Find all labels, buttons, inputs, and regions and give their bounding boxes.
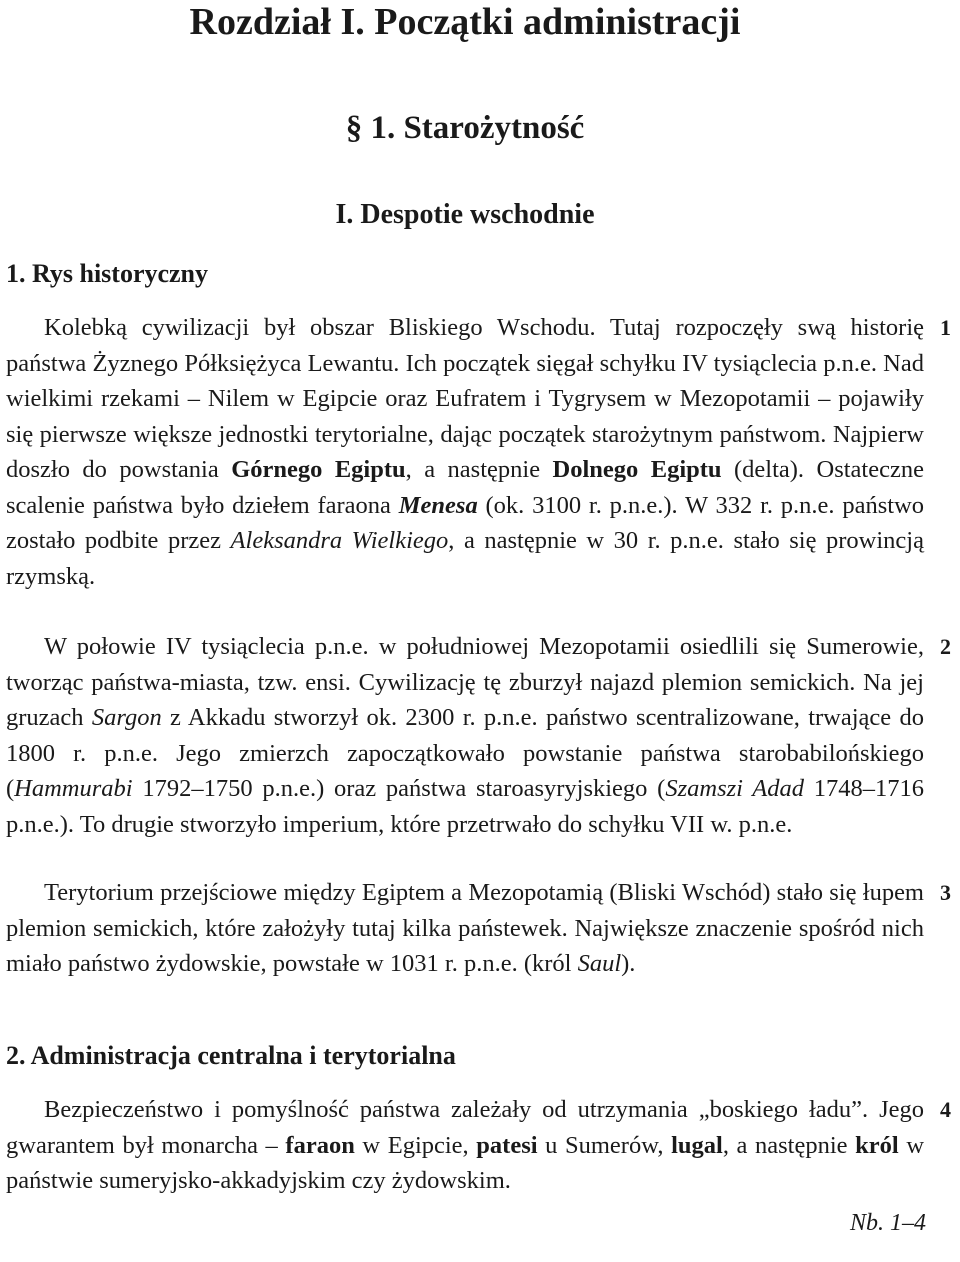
paragraph-3-text: ). <box>621 950 636 977</box>
paragraph-2 <box>6 629 924 842</box>
paragraph-1 <box>6 310 924 594</box>
margin-number-4: 4 <box>940 1097 951 1122</box>
paragraph-1-text: , a następnie w 30 r. p.n.e. stało się prowincją rzymską. <box>6 527 924 590</box>
name-sargon: Sargon <box>91 704 162 731</box>
subheading-rys-historyczny: 1. Rys historyczny <box>6 259 209 288</box>
paragraph-3-text: Terytorium przejściowe między Egiptem a Mezopotamią (Bliski Wschód) stało się łupem plemion semickich, które założyły tutaj kilka państewek. Największe znaczenie spośród nich miało państwo żydowskie, powstałe w 1031 r. p.n.e. (król <box>6 879 924 977</box>
paragraph-2-text: 1748–1716 p.n.e.). To drugie stworzyło imperium, które przetrwało do schyłku VII w. p.n.e. <box>6 775 924 838</box>
paragraph-4 <box>6 1092 924 1199</box>
name-hammurabi: Hammurabi <box>14 775 133 802</box>
paragraph-4-text: w państwie sumeryjsko-akkadyjskim czy żydowskim. <box>6 1131 925 1194</box>
term-dolny-egipt: Dolnego Egiptu <box>552 456 722 483</box>
paragraph-2-text: W połowie IV tysiąclecia p.n.e. w południowej Mezopotamii osiedlili się Sumerowie, tworząc państwa-miasta, tzw. ensi. Cywilizację tę zburzył najazd plemion semickich. Na jej gruzach <box>6 633 924 731</box>
margin-number-1: 1 <box>940 315 951 340</box>
margin-number-3: 3 <box>940 880 951 905</box>
paragraph-4-text: Bezpieczeństwo i pomyślność państwa zależały od utrzymania „boskiego ładu”. Jego gwarantem był monarcha – <box>6 1096 924 1159</box>
name-aleksander: Aleksandra Wielkiego <box>230 527 449 554</box>
subheading-administracja: 2. Administracja centralna i terytorialna <box>6 1041 456 1070</box>
term-faraon: faraon <box>285 1131 355 1159</box>
term-lugal: lugal <box>671 1131 723 1159</box>
paragraph-2-text: 1792–1750 p.n.e.) oraz państwa staroasyryjskiego ( <box>132 775 666 802</box>
subsection-title: I. Despotie wschodnie <box>335 199 595 230</box>
term-patesi: patesi <box>476 1131 538 1159</box>
paragraph-1-text: (delta). Ostateczne scalenie państwa było dziełem faraona <box>6 456 924 519</box>
paragraph-3 <box>6 875 924 982</box>
paragraph-1-text: , a następnie <box>405 456 553 483</box>
name-szamszi-adad: Szamszi Adad <box>665 775 804 802</box>
paragraph-1-text: (ok. 3100 r. p.n.e.). W 332 r. p.n.e. państwo zostało podbite przez <box>6 491 925 554</box>
margin-number-2: 2 <box>940 634 951 659</box>
name-saul: Saul <box>577 950 622 977</box>
paragraph-4-text: u Sumerów, <box>537 1131 672 1159</box>
term-krol: król <box>855 1131 899 1159</box>
name-menes: Menesa <box>398 491 478 519</box>
paragraph-4-text: , a następnie <box>722 1131 856 1159</box>
section-title: § 1. Starożytność <box>345 110 585 146</box>
paragraph-2-text: z Akkadu stworzył ok. 2300 r. p.n.e. państwo scentralizowane, trwające do 1800 r. p.n.e. Jego zmierzch zapoczątkowało powstanie państwa starobabilońskiego ( <box>6 704 924 802</box>
term-gorny-egipt: Górnego Egiptu <box>231 456 406 483</box>
chapter-title: Rozdział I. Początki administracji <box>189 1 741 43</box>
paragraph-1-text: Kolebką cywilizacji był obszar Bliskiego Wschodu. Tutaj rozpoczęły swą historię państwa Żyznego Półksiężyca Lewantu. Ich początek sięgał schyłku IV tysiąclecia p.n.e. Nad wielkimi rzekami – Nilem w Egipcie oraz Eufratem i Tygrysem w Mezopotamii – pojawiły się pierwsze większe jednostki terytorialne, dając początek starożytnym państwom. Najpierw doszło do powstania <box>6 314 924 483</box>
footer-reference: Nb. 1–4 <box>849 1210 926 1236</box>
paragraph-4-text: w Egipcie, <box>354 1131 477 1159</box>
